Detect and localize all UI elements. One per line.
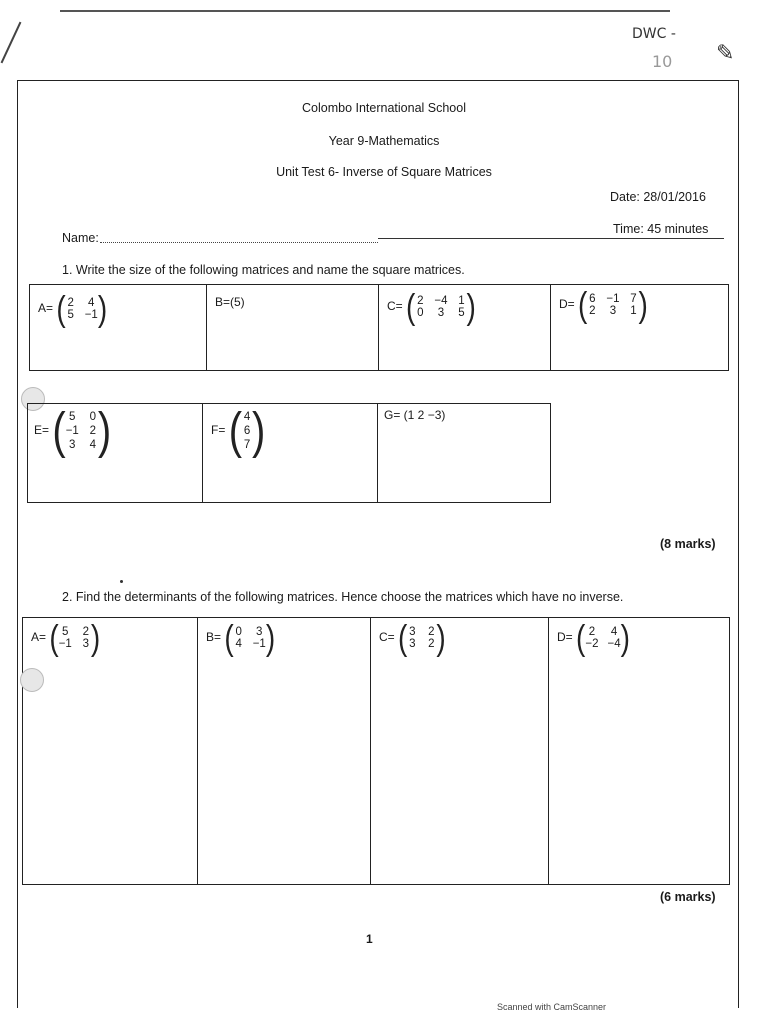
- q2-cell-a: [23, 618, 198, 884]
- matrix-c: ( 3 2 3 2 ): [398, 618, 446, 657]
- checkmark-icon: ✎: [716, 40, 735, 65]
- q1-marks: (8 marks): [660, 537, 716, 551]
- name-label: Name:: [62, 231, 99, 245]
- school-name: Colombo International School: [302, 101, 466, 115]
- pencil-mark: [1, 22, 22, 64]
- date-text: Date: 28/01/2016: [610, 190, 706, 204]
- q1-cell-g: [378, 404, 550, 502]
- q1-cell-c: [379, 285, 551, 370]
- q2-cell-d: [549, 618, 729, 884]
- matrix-d: ( 2 4 −2 −4 ): [576, 618, 630, 657]
- q2-cell-c: [371, 618, 549, 884]
- time-text: Time: 45 minutes: [613, 222, 709, 236]
- matrix-c: ( 2 −4 1 0 3 5 ): [406, 287, 476, 326]
- page-number: 1: [366, 932, 373, 946]
- matrix-a: ( 2 4 5 −1 ): [56, 289, 108, 328]
- name-line: [100, 242, 378, 243]
- matrix-label: A=: [38, 301, 54, 316]
- q2-table: [22, 617, 730, 885]
- q1-cell-e: [28, 404, 203, 502]
- matrix-label: F=: [211, 423, 226, 438]
- matrix-e: ( 5 0 −1 2 3 4 ): [52, 403, 112, 459]
- q2-prompt: 2. Find the determinants of the following matrices. Hence choose the matrices which have no inverse.: [62, 590, 624, 604]
- scanner-watermark: Scanned with CamScanner: [497, 1002, 607, 1012]
- matrix-f: ( 4 6 7 ): [228, 403, 266, 459]
- q1-cell-b: [207, 285, 379, 370]
- matrix-g: G= (1 2 −3): [384, 408, 446, 422]
- course-title: Year 9-Mathematics: [328, 134, 440, 148]
- q2-cell-b: [198, 618, 371, 884]
- punch-hole: [20, 668, 44, 692]
- matrix-label: C=: [379, 630, 395, 645]
- matrix-label: C=: [387, 299, 403, 314]
- matrix-label: D=: [559, 297, 575, 312]
- q1-table-row1: [29, 284, 729, 371]
- q1-cell-f: [203, 404, 378, 502]
- matrix-label: D=: [557, 630, 573, 645]
- matrix-a: ( 5 2 −1 3 ): [49, 618, 101, 657]
- q2-marks: (6 marks): [660, 890, 716, 904]
- matrix-label: B=: [206, 630, 222, 645]
- q1-prompt: 1. Write the size of the following matrices and name the square matrices.: [62, 263, 465, 277]
- matrix-b: ( 0 3 4 −1 ): [224, 618, 276, 657]
- q1-cell-a: [30, 285, 207, 370]
- matrix-label: A=: [31, 630, 47, 645]
- test-title: Unit Test 6- Inverse of Square Matrices: [276, 165, 492, 179]
- top-edge-line: [60, 10, 670, 12]
- q1-cell-d: [551, 285, 728, 370]
- scan-dot: [120, 580, 123, 583]
- handwritten-score: 10: [652, 52, 673, 71]
- matrix-d: ( 6 −1 7 2 3 1 ): [578, 285, 648, 324]
- matrix-b: B=(5): [215, 295, 245, 309]
- q1-table-row2: [27, 403, 551, 503]
- matrix-label: E=: [34, 423, 50, 438]
- header-rule: [378, 238, 724, 239]
- handwritten-initials: DWC -: [632, 26, 676, 42]
